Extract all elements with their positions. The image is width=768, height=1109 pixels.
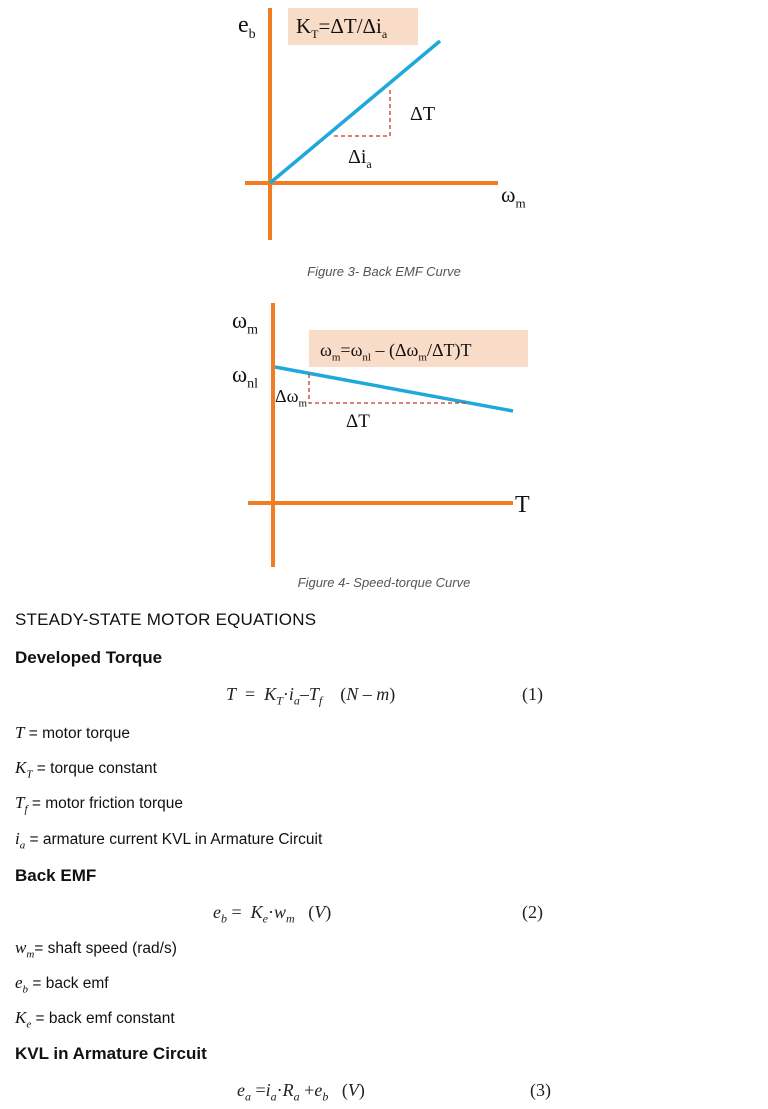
equation-1-number: (1) xyxy=(522,684,543,704)
section-title: STEADY-STATE MOTOR EQUATIONS xyxy=(15,610,317,629)
omega-nl-label: $\omega_{nl}$ xyxy=(232,362,259,392)
figure-3-caption: Figure 3- Back EMF Curve xyxy=(307,264,461,279)
definition-ke: $K_e$ = back emf constant xyxy=(15,1008,175,1031)
definition-t: T = motor torque xyxy=(15,723,131,742)
developed-torque-heading: Developed Torque xyxy=(15,648,163,667)
equation-3: $e_a =i_a\cdot R_a +e_b$ (V) xyxy=(237,1080,365,1104)
definition-wm: $w_m=$ shaft speed (rad/s) xyxy=(15,938,177,961)
definition-tf: $T_f$ = motor friction torque xyxy=(15,793,184,816)
delta-t-label: ΔT xyxy=(410,103,436,125)
formula-label: $K_T=\Delta T/\Delta i_a$ xyxy=(296,14,388,42)
figure-4-speed-torque-curve xyxy=(230,300,550,572)
equation-2: $e_b = K_e\cdot w_m$ (V) xyxy=(213,902,332,926)
delta-t-label: ΔT xyxy=(346,411,370,432)
definition-kt: $K_T$ = torque constant xyxy=(15,758,157,781)
back-emf-chart xyxy=(230,0,550,250)
figure-4-caption: Figure 4- Speed-torque Curve xyxy=(297,575,471,590)
equation-1: $T = K_T\cdot i_a-T_f$ (N – m) xyxy=(226,684,396,708)
delta-ia-label: $\Delta i_a$ xyxy=(348,146,372,171)
kvl-heading: KVL in Armature Circuit xyxy=(15,1044,207,1063)
formula-label: $\omega_m=\omega_{nl} - (\Delta\omega_m/\Delta T)T$ xyxy=(320,340,472,364)
figure-3-back-emf-curve xyxy=(230,0,550,250)
slope-triangle xyxy=(334,89,390,136)
speed-torque-line xyxy=(275,367,513,411)
y-axis-label: $e_b$ xyxy=(238,12,256,42)
definition-eb: $e_b$ = back emf xyxy=(15,973,109,996)
x-axis-label: T xyxy=(515,492,530,518)
definition-ia: $i_a$ = armature current KVL in Armature Circuit xyxy=(15,829,323,852)
delta-omega-label: $\Delta\omega_m$ xyxy=(275,386,307,410)
equation-2-number: (2) xyxy=(522,902,543,922)
back-emf-heading: Back EMF xyxy=(15,866,97,885)
y-axis-label: $\omega_m$ xyxy=(232,308,259,338)
x-axis-label: $\omega_m$ xyxy=(501,182,526,211)
equation-3-number: (3) xyxy=(530,1080,551,1100)
